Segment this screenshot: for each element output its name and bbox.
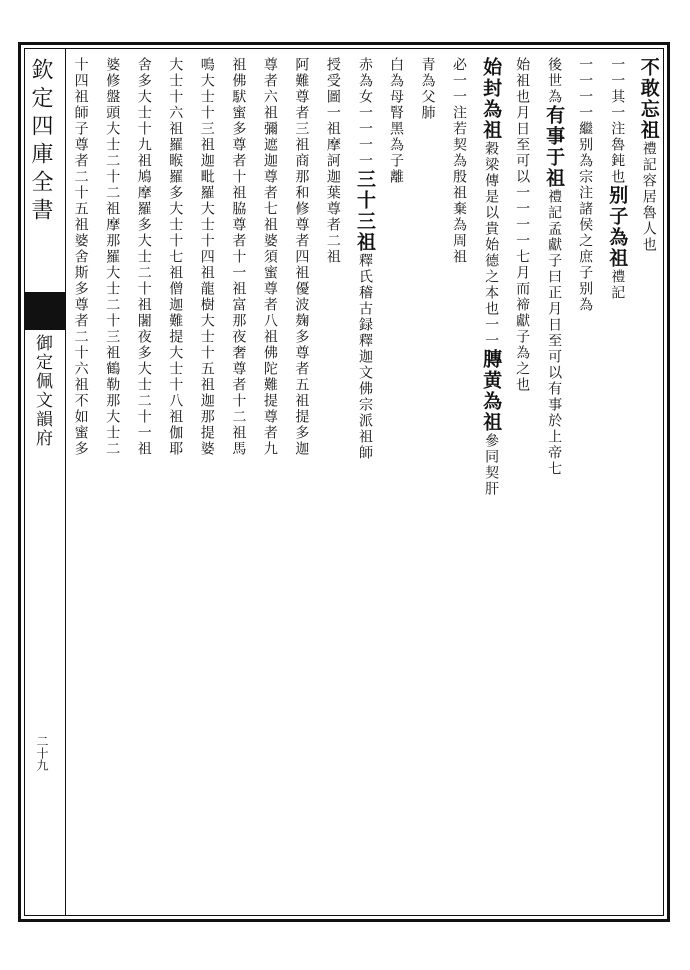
column-text: [200, 57, 214, 915]
text-segment: 尊者六祖彌遮迦尊者七祖婆須蜜尊者八祖佛陀難提尊者九: [261, 57, 278, 457]
headword: 有事于祖: [543, 105, 566, 189]
text-segment: 後世為: [546, 57, 563, 105]
text-segment: 青為父肺: [419, 57, 436, 121]
text-segment: 舍多大士十九祖鳩摩羅多大士二十祖闍夜多大士二十一祖: [135, 57, 152, 457]
text-column: [160, 49, 192, 915]
text-segment: 鳴大士十三祖迦毗羅大士十四祖龍樹大士十五祖迦那提婆: [198, 57, 215, 457]
text-column: [632, 49, 664, 915]
column-text: [231, 57, 245, 915]
column-text: [480, 57, 503, 915]
text-column: [223, 49, 255, 915]
text-segment: 大士十六祖羅睺羅多大士十七祖僧迦難提大士十八祖伽耶: [167, 57, 184, 457]
headword: 始封為祖: [480, 57, 503, 141]
column-text: [606, 57, 629, 915]
text-column: [65, 49, 97, 915]
column-text: [263, 57, 277, 915]
headword: 不敢忘祖: [637, 57, 660, 141]
fishtail-marker: [25, 292, 65, 330]
column-text: [452, 57, 466, 915]
column-text: [355, 57, 374, 915]
text-segment: 參同契肝: [483, 433, 500, 497]
text-column: [380, 49, 412, 915]
book-subtitle: 御定佩文韻府: [32, 334, 52, 448]
headword: 膞黄為祖: [480, 349, 503, 433]
text-column: [128, 49, 160, 915]
book-title: 欽定四庫全書: [28, 58, 53, 226]
text-segment: 穀梁傳是以貴始德之本也一一: [483, 141, 500, 349]
text-segment: 一一一一繼别為宗注諸侯之庶子别為: [577, 57, 594, 313]
text-segment: 白為母腎黑為子離: [387, 57, 404, 185]
column-text: [639, 57, 658, 915]
column-text: [543, 57, 566, 915]
text-segment: 十四祖師子尊者二十五祖婆舍斯多尊者二十六祖不如蜜多: [72, 57, 89, 457]
text-segment: 授受圖一祖摩訶迦葉尊者二祖: [324, 57, 341, 265]
text-column: [506, 49, 538, 915]
text-segment: 祖佛䭾蜜多尊者十祖脇尊者十一祖富那夜奢尊者十二祖馬: [230, 57, 247, 457]
text-column: [443, 49, 475, 915]
text-column: [349, 49, 381, 915]
column-text: [105, 57, 119, 915]
column-text: [421, 57, 435, 915]
text-segment: 一一其一注魯鈍也: [609, 57, 626, 185]
headword: 三十三祖: [353, 169, 376, 253]
column-text: [515, 57, 529, 915]
column-text: [326, 57, 340, 915]
text-column: [569, 49, 601, 915]
text-column: [601, 49, 633, 915]
text-segment: 禮記容居魯人也: [640, 141, 657, 253]
text-segment: 禮記: [609, 269, 626, 301]
text-segment: 婆修盤頭大士二十二祖摩那羅大士二十三祖鶴勒那大士二: [104, 57, 121, 457]
text-columns: [65, 49, 664, 915]
text-column: [317, 49, 349, 915]
column-text: [578, 57, 592, 915]
column-text: [168, 57, 182, 915]
column-text: [74, 57, 88, 915]
leaf-number: 二十九: [35, 735, 49, 771]
text-segment: 月日至可以一一一一七月而禘獻子為之也: [514, 105, 531, 393]
text-column: [475, 49, 507, 915]
text-column: [191, 49, 223, 915]
text-segment: 始祖也: [514, 57, 531, 105]
text-column: [286, 49, 318, 915]
text-column: [96, 49, 128, 915]
text-segment: 赤為女一一一一: [356, 57, 373, 169]
column-text: [294, 57, 308, 915]
text-segment: 必一一注若契為殷祖棄為周祖: [451, 57, 468, 265]
column-text: [137, 57, 151, 915]
text-segment: 阿難尊者三祖商那和修尊者四祖優波麹多尊者五祖提多迦: [293, 57, 310, 457]
text-column: [254, 49, 286, 915]
headword: 别子為祖: [606, 185, 629, 269]
column-text: [389, 57, 403, 915]
text-segment: 釋氏稽古録釋迦文佛宗派祖師: [356, 253, 373, 461]
text-column: [538, 49, 570, 915]
text-segment: 禮記孟獻子曰正月日至可以有事於上帝七: [546, 189, 563, 477]
text-column: [412, 49, 444, 915]
